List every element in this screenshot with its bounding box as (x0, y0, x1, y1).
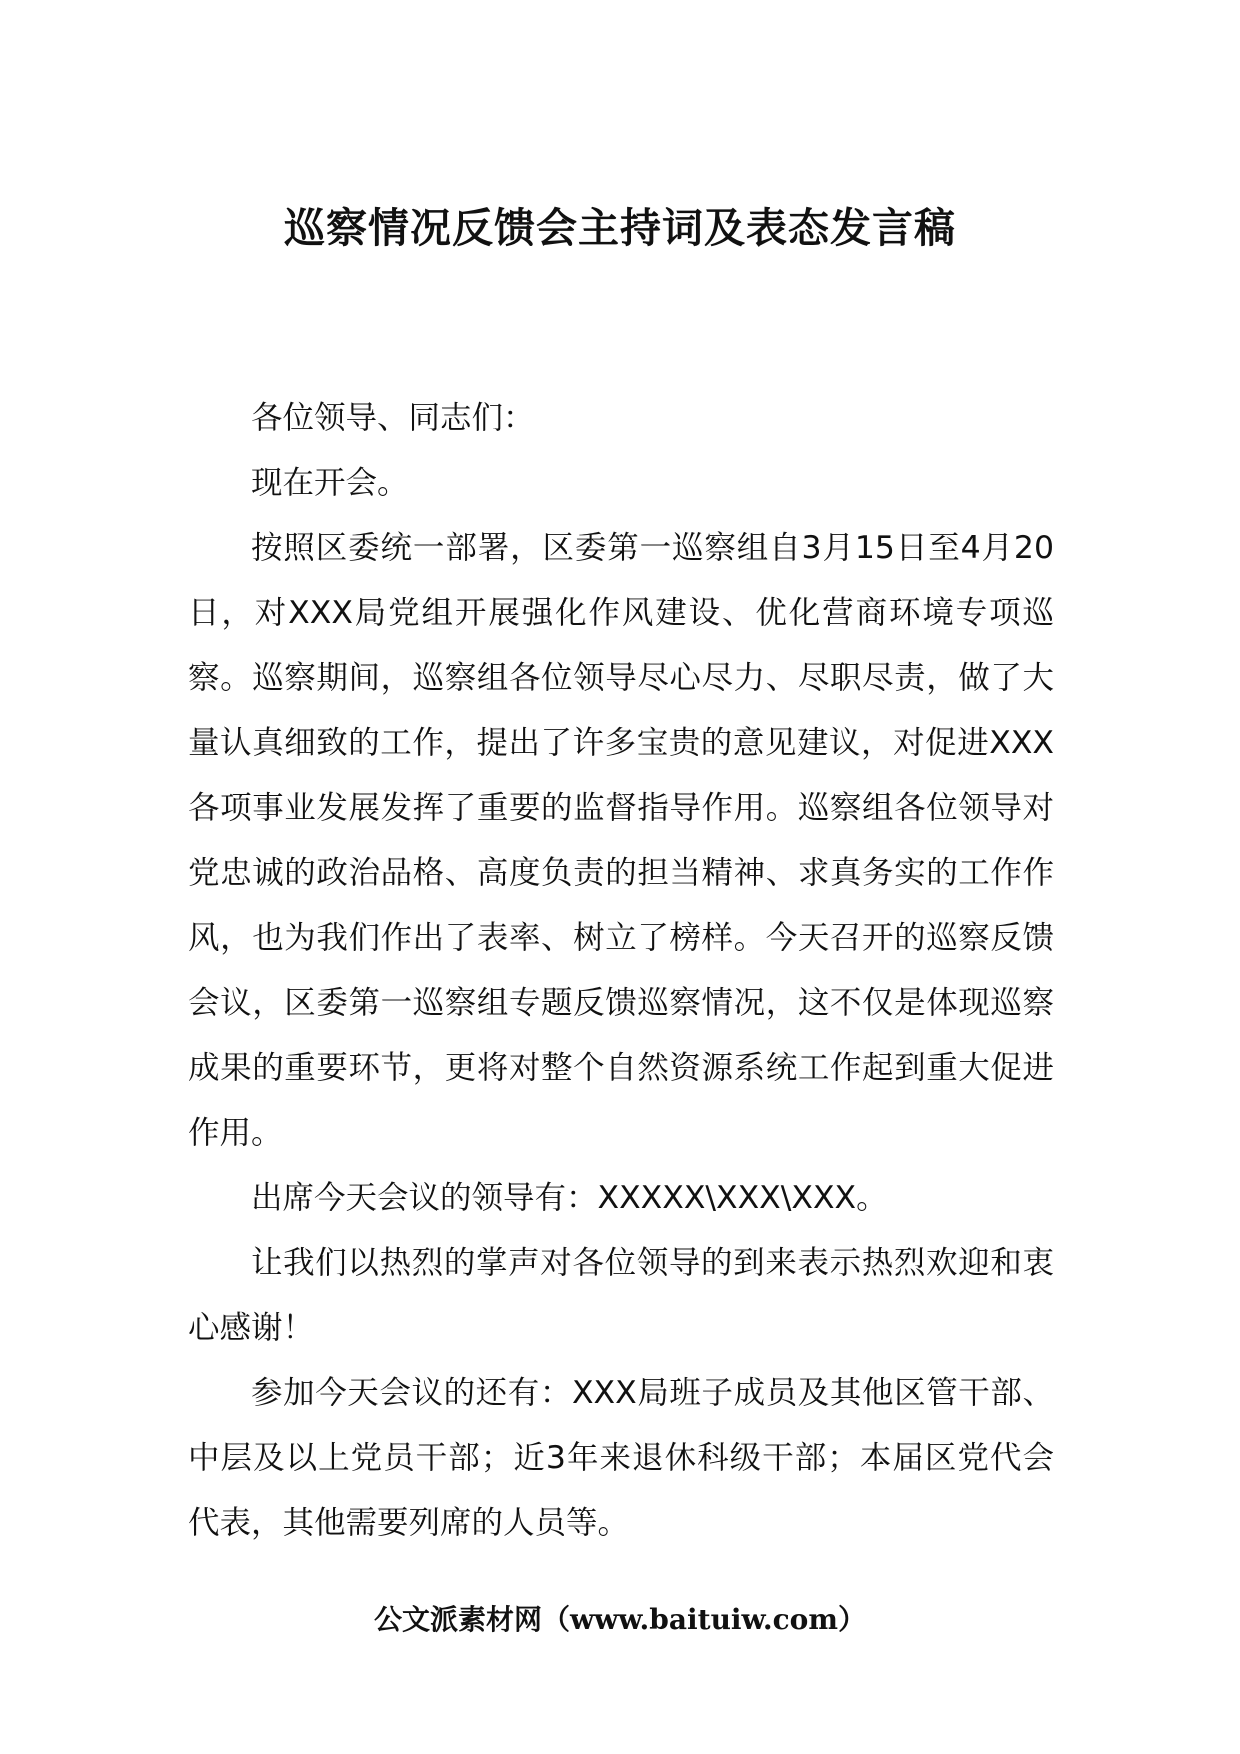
paragraph-attending-leaders: 出席今天会议的领导有：XXXXX\XXX\XXX。 (251, 1180, 888, 1216)
paragraph-welcome: 让我们以热烈的掌声对各位领导的到来表示热烈欢迎和衷心感谢！ (188, 1245, 1054, 1346)
paragraph-other-attendees: 参加今天会议的还有：XXX局班子成员及其他区管干部、中层及以上党员干部；近3年来退休科级干部；本届区党代会代表，其他需要列席的人员等。 (188, 1375, 1054, 1541)
document-body (188, 386, 1054, 1556)
paragraph-background: 按照区委统一部署，区委第一巡察组自3月15日至4月20日，对XXX局党组开展强化作风建设、优化营商环境专项巡察。巡察期间，巡察组各位领导尽心尽力、尽职尽责，做了大量认真细致的工作，提出了许多宝贵的意见建议，对促进XXX各项事业发展发挥了重要的监督指导作用。巡察组各位领导对党忠诚的政治品格、高度负责的担当精神、求真务实的工作作风，也为我们作出了表率、树立了榜样。今天召开的巡察反馈会议，区委第一巡察组专题反馈巡察情况，这不仅是体现巡察成果的重要环节，更将对整个自然资源系统工作起到重大促进作用。 (188, 530, 1054, 1151)
paragraph-greeting: 各位领导、同志们： (251, 400, 535, 436)
paragraph-opening: 现在开会。 (251, 465, 409, 501)
document-footer: 公文派素材网（www.baituiw.com） (374, 1603, 866, 1636)
document-title: 巡察情况反馈会主持词及表态发言稿 (284, 204, 956, 252)
